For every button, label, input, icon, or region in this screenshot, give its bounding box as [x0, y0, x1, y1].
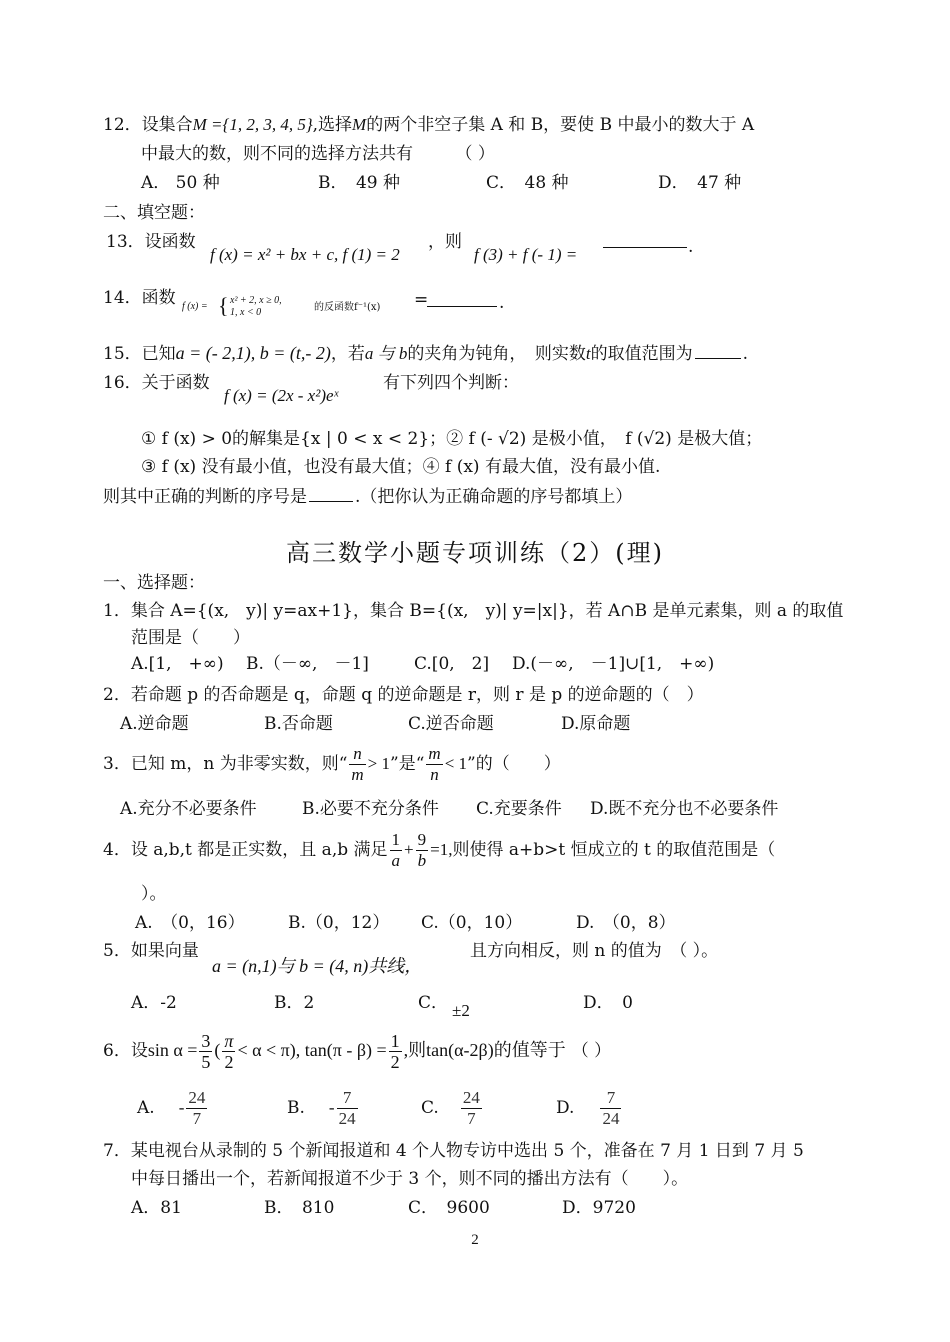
q16-judgement-3-4: ③ f (x) 没有最小值，也没有最大值；④ f (x) 有最大值，没有最小值.: [141, 457, 661, 477]
q12-line2: 中最大的数，则不同的选择方法共有 （ ）: [141, 144, 495, 164]
p6-f3-num: 1: [390, 1030, 400, 1051]
p4-line2: ）。: [141, 884, 167, 904]
q14-function-image: f (x) = { x² + 2, x ≥ 0, 1, x < 0 的反函数f⁻¹(x): [182, 293, 381, 318]
p5-option-b: B．2: [274, 993, 315, 1013]
q12-stem-b: ,选择: [312, 115, 353, 135]
p3-f1-den: m: [351, 765, 364, 784]
p3-stem-a: 3．已知 m，n 为非零实数，则“: [103, 754, 348, 774]
p6-f1-num: 3: [201, 1030, 211, 1051]
q15-if: ，若: [330, 344, 365, 364]
page-number: 2: [471, 1232, 479, 1248]
p6-option-b: [287, 1085, 360, 1135]
p3-fraction-n-over-m: [349, 744, 365, 785]
p5-option-c: C．: [418, 993, 449, 1013]
p3-option-d: D.既不充分也不必要条件: [590, 799, 779, 819]
p2-option-a: A.逆命题: [120, 714, 189, 734]
p6-option-a-num: 24: [188, 1088, 206, 1107]
q15-a-and-b: a 与 b: [364, 344, 408, 363]
section-choice-heading: 一、选择题：: [103, 573, 205, 593]
q13-expression: f (3) + f (- 1) =: [474, 245, 578, 264]
p1-option-c: C.[0, 2]: [414, 654, 490, 674]
p6-option-c-frac: [461, 1088, 482, 1129]
q16-answer-blank[interactable]: [309, 485, 353, 502]
q16-note: .（把你认为正确命题的序号都填上）: [355, 487, 633, 507]
q14-equals: =: [414, 290, 429, 310]
p1-option-a: A.[1, +∞): [131, 654, 224, 674]
p6-option-c-den: 7: [467, 1109, 476, 1128]
p6-option-b-den: 24: [338, 1109, 356, 1128]
p1-line2: 范围是（ ）: [131, 628, 250, 648]
p3-rel-1: > 1: [367, 754, 391, 773]
p6-fraction-3-5: [199, 1031, 212, 1072]
section-fill-in-heading: 二、填空题：: [103, 203, 205, 223]
p4-f1-den: a: [391, 851, 401, 870]
q12-option-c: C． 48 种: [486, 173, 569, 193]
p4-option-b: B.（0，12）: [288, 913, 390, 933]
p6-option-d-num: 7: [600, 1088, 621, 1109]
q12-stem-a: 12．设集合: [103, 115, 193, 135]
p5-stem-tail: 且方向相反，则 n 的值为 （ ）。: [470, 941, 719, 961]
p6-option-d-frac: [600, 1088, 621, 1129]
p4-equals: =1,: [430, 840, 453, 859]
p6-option-a-sign: -: [178, 1098, 185, 1117]
p7-option-b: B． 810: [264, 1198, 335, 1218]
p1-option-b: B.（－∞, －1]: [246, 654, 369, 674]
p2-option-c: C.逆否命题: [408, 714, 494, 734]
q12-line1: [103, 114, 754, 136]
p6-option-d-label: D.: [556, 1098, 575, 1118]
q15-range-text: 的取值范围为: [590, 344, 693, 364]
p7-line2: 中每日播出一个，若新闻报道不少于 3 个，则不同的播出方法有（ ）。: [131, 1169, 689, 1189]
p4-plus: +: [404, 840, 414, 859]
p6-sin: sin α =: [147, 1040, 198, 1060]
q14-stem: 14．函数: [103, 288, 176, 308]
q12-option-d: D． 47 种: [658, 173, 742, 193]
q16-judgement-1-2: ① f (x) > 0的解集是{x | 0 < x < 2}；② f (- √2) 是极小值， f (√2) 是极大值；: [141, 429, 763, 449]
q13-answer-blank[interactable]: [603, 231, 687, 248]
p6-answer-paren: （ ）: [571, 1041, 612, 1061]
q13-then: ，则: [428, 232, 462, 252]
p6-option-c-label: C.: [421, 1098, 439, 1118]
p6-option-b-num: 7: [337, 1088, 358, 1109]
p6-option-c: [421, 1085, 484, 1135]
q12-stem-c: 的两个非空子集 A 和 B，要使 B 中最小的数大于 A: [366, 115, 755, 135]
p3-stem-b: ”是“: [390, 754, 425, 774]
p6-option-a: [137, 1085, 209, 1135]
p2-stem: 2．若命题 p 的否命题是 q，命题 q 的逆命题是 r，则 r 是 p 的逆命题的（ ）: [103, 685, 704, 705]
q12-option-b: B． 49 种: [318, 173, 401, 193]
p6-f2-den: 2: [224, 1051, 234, 1072]
p3-stem-c: ”的（ ）: [467, 754, 561, 774]
p7-option-d: D．9720: [562, 1198, 636, 1218]
p5-option-a: A．-2: [131, 993, 177, 1013]
p4-f1-num: 1: [391, 830, 401, 849]
q16-answer-line: [103, 485, 632, 508]
p7-option-c: C． 9600: [408, 1198, 490, 1218]
p6-option-d: [556, 1085, 623, 1135]
section-title: 高三数学小题专项训练（2）(理): [286, 539, 664, 567]
q14-piece-1: x² + 2, x ≥ 0,: [230, 295, 282, 306]
p4-option-c: C.（0，10）: [421, 913, 523, 933]
q16-function: f (x) = (2x - x²)eˣ: [224, 386, 339, 405]
p6-option-a-den: 7: [192, 1109, 202, 1128]
p3-option-c: C.充要条件: [476, 799, 562, 819]
q15-t: t: [585, 344, 591, 363]
p6-fraction-1-2: [389, 1031, 402, 1072]
q15-stem: 15．已知: [103, 344, 176, 364]
p3-option-a: A.充分不必要条件: [120, 799, 257, 819]
p3-f2-den: n: [430, 765, 439, 784]
p4-f2-num: 9: [417, 830, 427, 849]
p6-option-b-label: B.: [287, 1098, 305, 1118]
p2-option-d: D.原命题: [561, 714, 631, 734]
q14-piece-2: 1, x < 0: [230, 307, 262, 318]
q12-set: M ={1, 2, 3, 4, 5}: [192, 115, 313, 134]
p4-stem-a: 4．设 a,b,t 都是正实数，且 a,b 满足: [103, 840, 388, 860]
p3-fraction-m-over-n: [426, 744, 442, 785]
q13-function: f (x) = x² + bx + c, f (1) = 2: [210, 245, 400, 264]
q16-prompt: 则其中正确的判断的序号是: [103, 487, 307, 507]
p6-option-c-num: 24: [462, 1088, 480, 1107]
p4-stem: [103, 828, 775, 878]
p4-option-d: D. （0，8）: [576, 913, 676, 933]
p3-f2-num: m: [428, 744, 441, 763]
p6-stem-a: 6．设: [103, 1041, 148, 1061]
p3-f1-num: n: [349, 744, 365, 765]
q15-vectors: a = (- 2,1), b = (t,- 2): [175, 343, 331, 363]
q14-inverse-label: 的反函数f⁻¹(x): [314, 302, 381, 313]
p1-option-d: D.(－∞, －1]∪[1, +∞): [512, 654, 715, 674]
q15-period: .: [742, 344, 749, 364]
p4-f2-den: b: [417, 851, 427, 870]
p6-f2-num: π: [224, 1030, 234, 1051]
p6-option-a-label: A.: [137, 1098, 155, 1118]
p4-stem-b: 则使得 a+b>t 恒成立的 t 的取值范围是（: [452, 840, 776, 860]
q12-option-a: A． 50 种: [141, 173, 220, 193]
p6-f3-den: 2: [390, 1051, 400, 1072]
p6-option-b-frac: [337, 1088, 358, 1129]
p6-option-b-sign: -: [328, 1098, 335, 1117]
p5-vectors: a = (n,1)与 b = (4, n)共线，: [212, 956, 423, 976]
p5-option-d: D． 0: [583, 993, 633, 1013]
p6-stem: [103, 1024, 611, 1080]
p6-tail: ,则tan(α-2β)的值等于: [403, 1040, 566, 1060]
p6-paren: (: [214, 1040, 221, 1060]
p3-rel-2: < 1: [444, 754, 468, 773]
p2-option-b: B.否命题: [264, 714, 333, 734]
p4-fraction-1-over-a: [390, 830, 403, 871]
p6-f1-den: 5: [201, 1051, 211, 1072]
q13-stem: 13．设函数: [106, 232, 196, 252]
q15-line: [103, 342, 748, 365]
q13-period: .: [688, 237, 694, 257]
p1-line1: 1．集合 A={(x, y)| y=ax+1}，集合 B={(x, y)| y=|x|}，若 A∩B 是单元素集，则 a 的取值: [103, 601, 844, 621]
p4-fraction-9-over-b: [416, 830, 429, 871]
p7-line1: 7．某电视台从录制的 5 个新闻报道和 4 个人物专访中选出 5 个，准备在 7 月 1 日到 7 月 5: [103, 1141, 804, 1161]
p6-option-a-frac: [186, 1088, 207, 1129]
q15-condition: 的夹角为钝角， 则实数: [407, 344, 586, 364]
q14-period: .: [499, 293, 505, 313]
q15-answer-blank[interactable]: [695, 342, 741, 359]
p6-fraction-pi-2: [222, 1031, 235, 1072]
q12-m: M: [352, 115, 367, 134]
p3-option-b: B.必要不充分条件: [302, 799, 439, 819]
p4-option-a: A. （0，16）: [135, 913, 245, 933]
p3-stem: [103, 742, 561, 792]
p5-stem: 5．如果向量: [103, 941, 199, 961]
p7-option-a: A．81: [131, 1198, 182, 1218]
q14-answer-blank[interactable]: [427, 290, 497, 307]
q16-stem: 16．关于函数: [103, 373, 210, 393]
p6-option-d-den: 24: [602, 1109, 620, 1128]
q16-stem-tail: 有下列四个判断：: [383, 373, 519, 393]
p5-option-c-value: ±2: [452, 1001, 470, 1020]
p6-mid: < α < π), tan(π - β) =: [237, 1040, 387, 1060]
